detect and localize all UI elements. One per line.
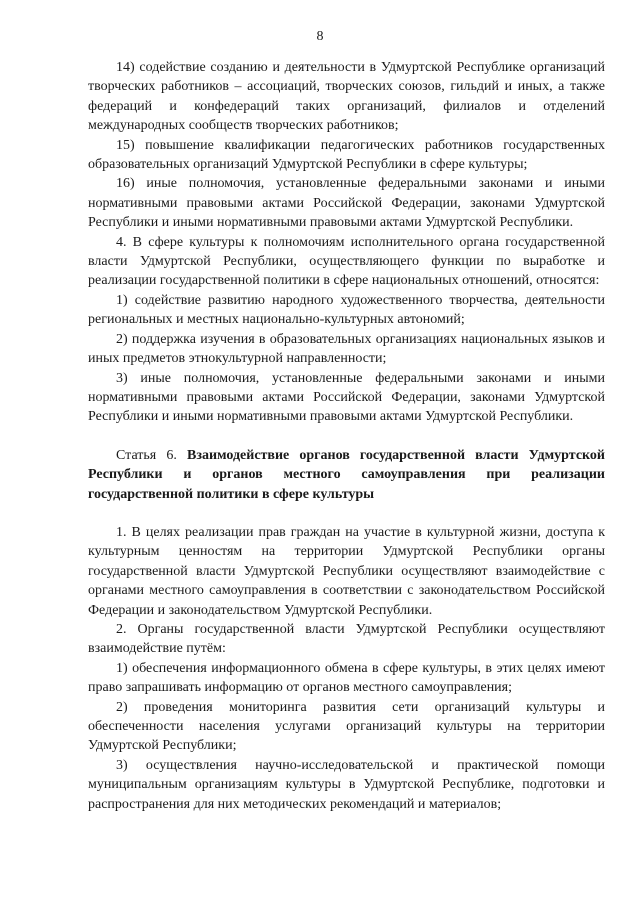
- paragraph-part-4-item-2: 2) поддержка изучения в образовательных организациях национальных языков и иных предметов этнокультурной направленности;: [88, 331, 605, 367]
- article-title: Взаимодействие органов государственной власти Удмуртской Республики и органов местного самоуправления при реализации государственной политики в сфере культуры: [88, 447, 605, 502]
- paragraph-art6-item-2: 2) проведения мониторинга развития сети организаций культуры и обеспеченности населения услугами организаций культуры на территории Удмуртской Республики;: [88, 699, 605, 754]
- paragraph-item-14: 14) содействие созданию и деятельности в Удмуртской Республике организаций творческих работников – ассоциаций, творческих союзов, гильдий и иных, а также федераций и конфедераций таких организаций, филиалов и отделений международных сообществ творческих работников;: [88, 60, 605, 134]
- paragraph-art6-item-1: 1) обеспечения информационного обмена в сфере культуры, в этих целях имеют право запрашивать информацию от органов местного самоуправления;: [88, 660, 605, 696]
- paragraph-part-4: 4. В сфере культуры к полномочиям исполнительного органа государственной власти Удмуртской Республики, осуществляющего функции по выработке и реализации государственной политики в сфере национальных отношений, относятся:: [88, 234, 605, 289]
- paragraph-art6-part-2: 2. Органы государственной власти Удмуртской Республики осуществляют взаимодействие путём:: [88, 621, 605, 657]
- article-heading: [88, 446, 605, 504]
- paragraph-item-15: 15) повышение квалификации педагогических работников государственных образовательных организаций Удмуртской Республики в сфере культуры;: [88, 137, 605, 173]
- document-body: [88, 58, 605, 814]
- article-label: Статья 6.: [116, 447, 177, 463]
- paragraph-part-4-item-1: 1) содействие развитию народного художественного творчества, деятельности региональных и местных национально-культурных автономий;: [88, 292, 605, 328]
- paragraph-art6-item-3: 3) осуществления научно-исследовательской и практической помощи муниципальным организациям культуры в Удмуртской Республике, подготовки и распространения для них методических рекомендаций и материалов;: [88, 757, 605, 812]
- paragraph-part-4-item-3: 3) иные полномочия, установленные федеральными законами и иными нормативными правовыми актами Российской Федерации, законами Удмуртской Республики и иными нормативными правовыми актами Удмуртской Республики.: [88, 370, 605, 425]
- page-number: 8: [316, 29, 324, 44]
- paragraph-item-16: 16) иные полномочия, установленные федеральными законами и иными нормативными правовыми актами Российской Федерации, законами Удмуртской Республики и иными нормативными правовыми актами Удмуртской Республики.: [88, 176, 605, 231]
- paragraph-art6-part-1: 1. В целях реализации прав граждан на участие в культурной жизни, доступа к культурным ценностям на территории Удмуртской Республики органы государственной власти Удмуртской Республики осуществляют взаимодействие с органами местного самоуправления в соответствии с законодательством Российской Федерации и законодательством Удмуртской Республики.: [88, 524, 605, 618]
